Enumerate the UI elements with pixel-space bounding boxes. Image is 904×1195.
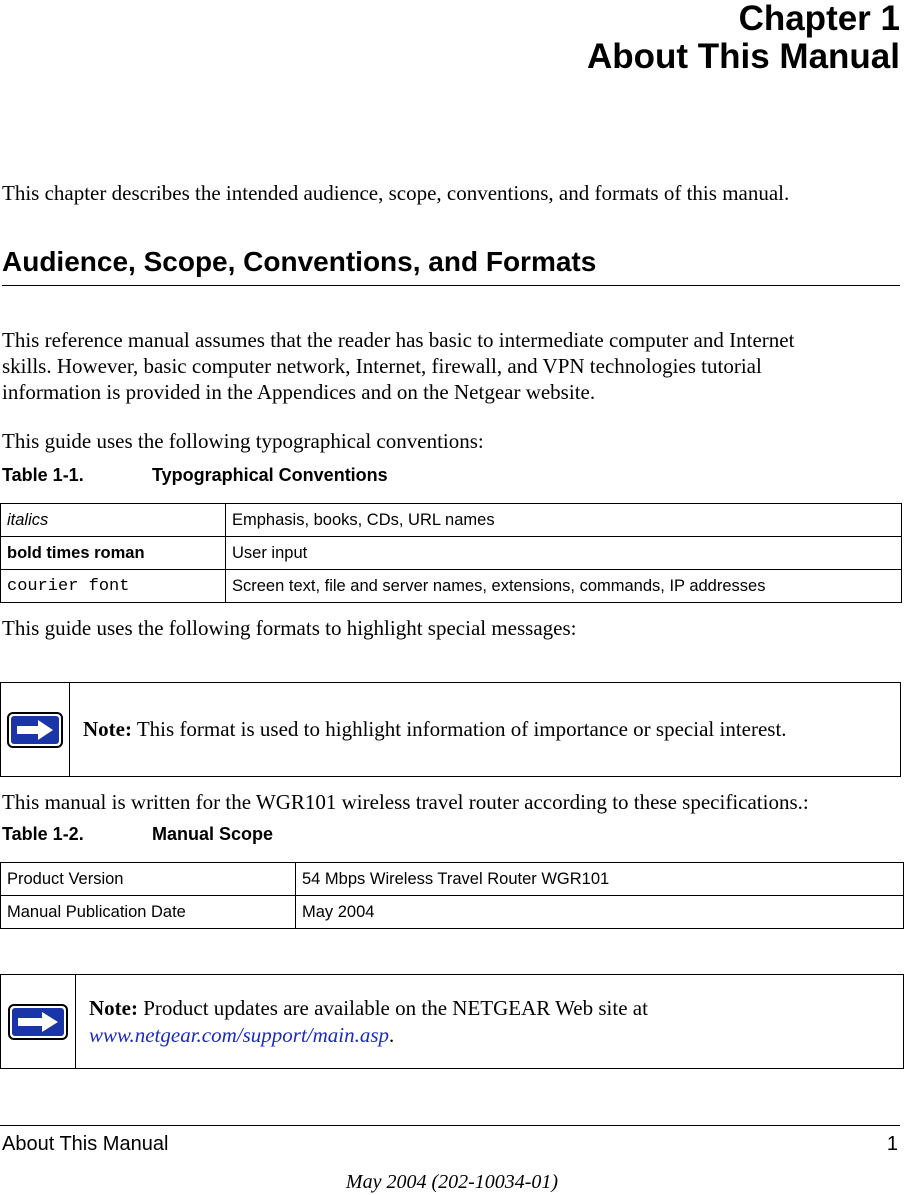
table1-caption xyxy=(2,465,388,486)
conventions-table xyxy=(0,503,902,603)
audience-paragraph xyxy=(2,327,794,405)
scope-table xyxy=(0,862,904,929)
scope-value: 54 Mbps Wireless Travel Router WGR101 xyxy=(296,863,904,896)
arrow-right-icon xyxy=(7,712,63,748)
table-row xyxy=(1,504,902,537)
convention-term: courier font xyxy=(1,570,226,603)
netgear-support-link[interactable]: www.netgear.com/support/main.asp xyxy=(89,1022,390,1047)
convention-desc: Screen text, file and server names, extensions, commands, IP addresses xyxy=(226,570,902,603)
paragraph-line: information is provided in the Appendices and on the Netgear website. xyxy=(2,380,596,404)
table-row xyxy=(1,863,904,896)
footer-title: About This Manual xyxy=(2,1133,169,1155)
note-body: Product updates are available on the NETGEAR Web site at xyxy=(137,995,648,1020)
table1-title: Typographical Conventions xyxy=(152,465,388,485)
footer-rule xyxy=(0,1125,900,1126)
note-end: . xyxy=(389,1022,395,1047)
convention-term: italics xyxy=(1,504,226,537)
scope-key: Product Version xyxy=(1,863,296,896)
table-row xyxy=(1,896,904,929)
section-heading: Audience, Scope, Conventions, and Formats xyxy=(2,245,900,286)
convention-desc: User input xyxy=(226,537,902,570)
scope-intro: This manual is written for the WGR101 wireless travel router according to these specifications.: xyxy=(2,790,809,814)
note-label: Note: xyxy=(83,717,132,741)
table-row xyxy=(1,537,902,570)
chapter-title: About This Manual xyxy=(586,37,900,76)
convention-term: bold times roman xyxy=(1,537,226,570)
conventions-intro: This guide uses the following typographical conventions: xyxy=(2,429,484,453)
table2-caption xyxy=(2,824,273,845)
footer-date: May 2004 (202-10034-01) xyxy=(345,1171,559,1193)
scope-value: May 2004 xyxy=(296,896,904,929)
note-label: Note: xyxy=(89,995,138,1020)
table2-title: Manual Scope xyxy=(152,824,274,844)
table-row xyxy=(1,570,902,603)
arrow-right-icon xyxy=(8,1004,68,1040)
table2-number: Table 1-2. xyxy=(2,824,84,844)
note-text xyxy=(76,975,648,1068)
note-icon-cell xyxy=(1,683,70,776)
scope-key: Manual Publication Date xyxy=(1,896,296,929)
note-body: This format is used to highlight information of importance or special interest. xyxy=(131,717,787,741)
note-text xyxy=(70,683,787,776)
paragraph-line: This reference manual assumes that the reader has basic to intermediate computer and Internet xyxy=(2,328,795,352)
convention-desc: Emphasis, books, CDs, URL names xyxy=(226,504,902,537)
intro-paragraph: This chapter describes the intended audience, scope, conventions, and formats of this manual. xyxy=(2,181,790,205)
chapter-header xyxy=(587,0,900,76)
paragraph-line: skills. However, basic computer network, Internet, firewall, and VPN technologies tutorial xyxy=(2,354,762,378)
table1-number: Table 1-1. xyxy=(2,465,84,485)
page-number: 1 xyxy=(886,1133,898,1155)
formats-intro: This guide uses the following formats to highlight special messages: xyxy=(2,616,577,640)
note-icon-cell xyxy=(1,975,76,1068)
note-box-2 xyxy=(0,974,904,1069)
chapter-label: Chapter 1 xyxy=(738,0,900,38)
note-box-1 xyxy=(0,682,901,777)
